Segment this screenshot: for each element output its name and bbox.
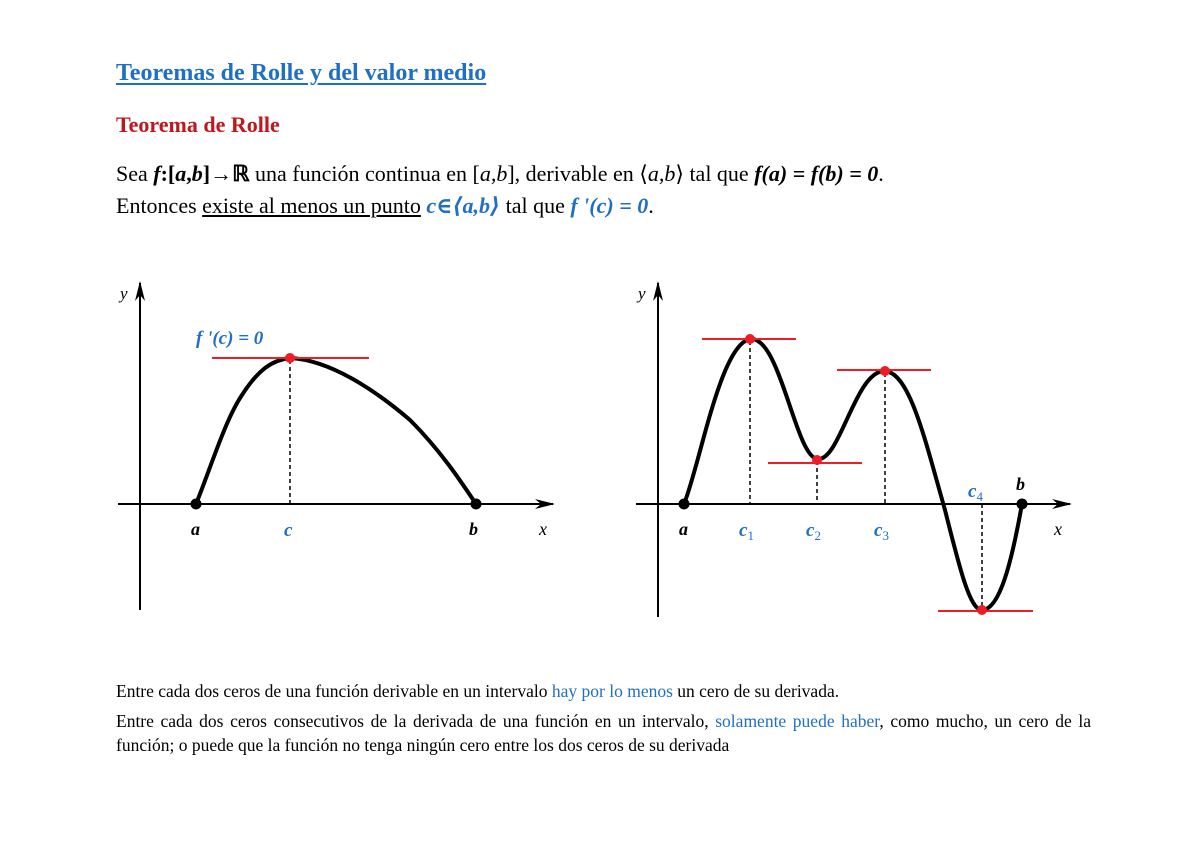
rolle-condition: f(a) = f(b) = 0	[754, 161, 879, 186]
point-b	[471, 499, 482, 510]
paragraph-consecutive-zeros: Entre cada dos ceros consecutivos de la derivada de una función en un intervalo, solamente puede haber, como mucho, un cero de la función; o puede que la función no tenga ningún cero entre los dos ceros de su derivada	[116, 711, 1091, 755]
max-point	[285, 353, 295, 363]
extremum-c1	[745, 334, 755, 344]
graph-single-max	[118, 283, 553, 610]
section-heading: Teorema de Rolle	[116, 112, 280, 137]
label-c: c	[284, 520, 293, 541]
label-a: a	[191, 519, 200, 539]
highlight-text: solamente puede haber	[715, 711, 880, 731]
extremum-c4	[977, 605, 987, 615]
label-b: b	[469, 519, 478, 539]
label-c4: $c_4$	[968, 481, 983, 504]
label-c2: $c_2$	[806, 520, 821, 543]
derivative-annotation: f '(c) = 0	[196, 328, 264, 349]
highlight-text: hay por lo menos	[551, 681, 673, 701]
graph-multiple-extrema	[636, 283, 1070, 617]
point-c-expression: c∈⟨a,b⟩	[426, 193, 501, 218]
theorem-conclusion: Entonces existe al menos un punto c∈⟨a,b⟩ tal que f '(c) = 0.	[116, 193, 654, 218]
y-axis-label: y	[638, 284, 646, 303]
underlined-phrase: existe al menos un punto	[202, 193, 421, 218]
theorem-hypothesis: Sea f:[a,b]→ℝ una función continua en [a,b], derivable en ⟨a,b⟩ tal que f(a) = f(b) = 0.	[116, 161, 884, 186]
derivative-zero-expression: f '(c) = 0	[570, 193, 649, 218]
x-axis-label: x	[539, 519, 547, 539]
y-axis-label: y	[120, 284, 128, 303]
label-c3: $c_3$	[874, 520, 889, 543]
function-curve	[196, 358, 476, 504]
label-c1: $c_1$	[739, 520, 754, 543]
x-axis-label: x	[1054, 519, 1062, 539]
label-b: b	[1016, 474, 1025, 494]
point-a	[679, 499, 690, 510]
point-a	[191, 499, 202, 510]
page-title: Teoremas de Rolle y del valor medio	[116, 60, 487, 86]
paragraph-zeros-derivative: Entre cada dos ceros de una función derivable en un intervalo hay por lo menos un cero de su derivada.	[116, 681, 840, 701]
point-b	[1017, 499, 1028, 510]
function-curve	[684, 339, 1022, 610]
extremum-c2	[812, 455, 822, 465]
label-a: a	[679, 519, 688, 539]
extremum-c3	[880, 366, 890, 376]
